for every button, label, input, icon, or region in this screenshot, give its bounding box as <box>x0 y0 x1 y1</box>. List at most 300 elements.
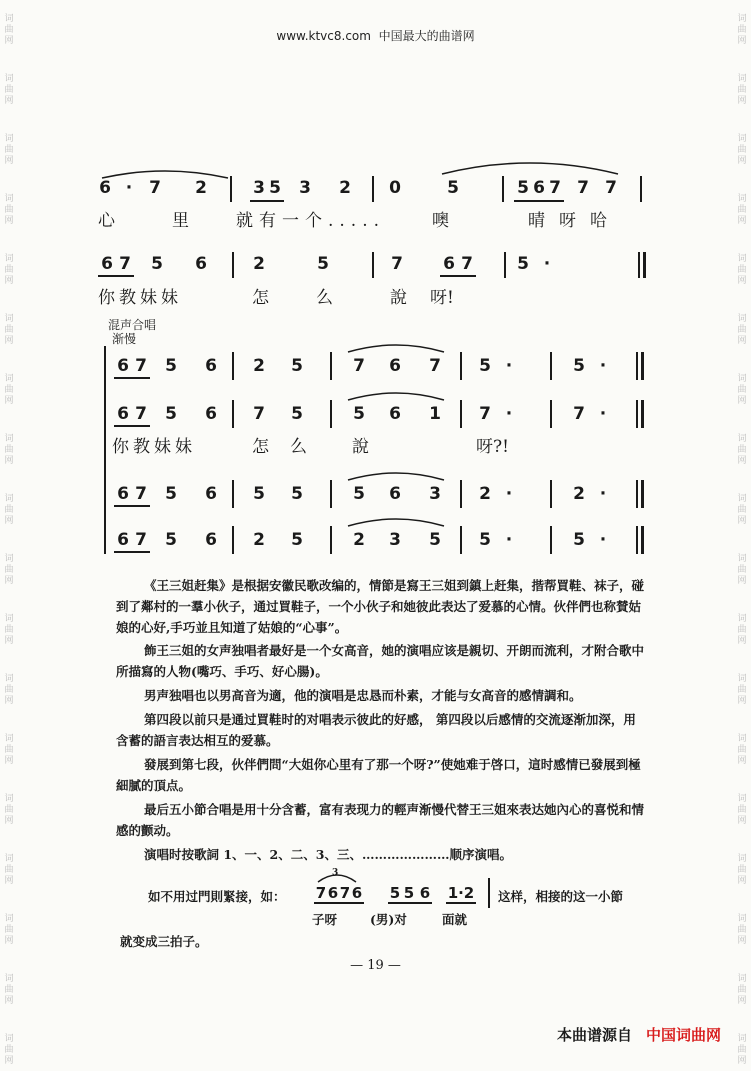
note: 5 <box>353 484 365 504</box>
watermark-char: 曲 <box>4 444 14 455</box>
note: 7 <box>149 178 161 198</box>
paragraph: 男声独唱也以男高音为適，他的演唱是忠恳而朴素，才能与女高音的感情調和。 <box>144 688 582 703</box>
beam <box>388 902 432 904</box>
lyric: 你教妹妹 <box>98 288 182 308</box>
watermark-char: 词 <box>4 373 14 384</box>
description <box>116 575 644 865</box>
note: 6 <box>389 484 401 504</box>
watermark-char: 词 <box>737 313 747 324</box>
note: 5 <box>253 484 265 504</box>
watermark-mark <box>2 720 16 780</box>
watermark-char: 网 <box>737 35 747 46</box>
watermark-char: 词 <box>737 733 747 744</box>
note-dot: · <box>505 530 513 550</box>
watermark-mark <box>2 840 16 900</box>
note: 7 <box>391 254 403 274</box>
system-bracket <box>104 346 106 554</box>
note: 5 <box>269 178 281 198</box>
watermark-mark <box>735 420 749 480</box>
watermark-char: 曲 <box>737 744 747 755</box>
watermark-mark <box>735 660 749 720</box>
section-label: 混声合唱 <box>108 318 157 332</box>
watermark-mark <box>2 240 16 300</box>
watermark-mark <box>2 600 16 660</box>
lyric: 就有一个..... <box>236 211 386 231</box>
watermark-char: 网 <box>4 575 14 586</box>
note: 6 <box>389 404 401 424</box>
watermark-char: 网 <box>4 635 14 646</box>
barline <box>460 480 462 508</box>
watermark-char: 曲 <box>737 924 747 935</box>
beam <box>440 275 476 277</box>
lyric: 噢 <box>432 211 449 231</box>
note: 3 <box>299 178 311 198</box>
watermark-mark <box>735 360 749 420</box>
watermark-char: 词 <box>737 793 747 804</box>
watermark-char: 词 <box>737 853 747 864</box>
example-lyric: (男)对 <box>370 912 407 927</box>
note-dot: · <box>458 884 464 902</box>
note: 5 <box>389 884 401 902</box>
watermark-char: 词 <box>4 853 14 864</box>
barline <box>502 176 504 202</box>
note: 2 <box>353 530 365 550</box>
watermark-char: 曲 <box>737 324 747 335</box>
note: 5 <box>353 404 365 424</box>
watermark-char: 网 <box>4 215 14 226</box>
watermark-char: 词 <box>4 313 14 324</box>
site-url[interactable]: www.ktvc8.com <box>276 29 371 43</box>
lyric: 怎 <box>252 437 269 457</box>
watermark-char: 词 <box>4 553 14 564</box>
watermark-mark <box>735 780 749 840</box>
example-lyric: 面就 <box>442 912 468 927</box>
note: 7 <box>573 404 585 424</box>
source-footer <box>557 1024 721 1045</box>
note: 6 <box>419 884 431 902</box>
barline <box>232 400 234 428</box>
watermark-char: 曲 <box>4 684 14 695</box>
note-dot: · <box>505 356 513 376</box>
watermark-char: 词 <box>4 793 14 804</box>
lyric: 心 <box>98 211 115 231</box>
note: 3 <box>389 530 401 550</box>
watermark-char: 词 <box>737 13 747 24</box>
example-intro: 如不用过門則緊接，如： <box>148 889 286 904</box>
watermark-mark <box>735 540 749 600</box>
slur <box>346 388 446 402</box>
watermark-mark <box>2 360 16 420</box>
note: 6 <box>99 178 111 198</box>
watermark-char: 网 <box>4 875 14 886</box>
paragraph: 發展到第七段，伙伴們問“大姐你心里有了那一个呀?”使她难于啓口，這时感情已發展到極細膩的頂点。 <box>116 757 641 793</box>
note: 6 <box>389 356 401 376</box>
watermark-char: 曲 <box>4 564 14 575</box>
note-dot: · <box>599 484 607 504</box>
note-dot: · <box>599 356 607 376</box>
note: 0 <box>389 178 401 198</box>
note: 6 <box>205 530 217 550</box>
slur-row1-a <box>100 166 230 180</box>
lyric: 么 <box>290 437 307 457</box>
watermark-char: 网 <box>737 575 747 586</box>
watermark-char: 网 <box>4 995 14 1006</box>
watermark-char: 曲 <box>4 924 14 935</box>
barline <box>372 176 374 202</box>
paragraph: 最后五小節合唱是用十分含蓄，富有表现力的輕声渐慢代替王三姐來表达她內心的喜悦和情感的颤动。 <box>116 802 645 838</box>
watermark-char: 网 <box>4 755 14 766</box>
watermark-char: 曲 <box>4 744 14 755</box>
barline <box>550 400 552 428</box>
barline <box>232 352 234 380</box>
note: 3 <box>429 484 441 504</box>
watermark-mark <box>735 120 749 180</box>
slur <box>346 340 446 354</box>
watermark-char: 词 <box>4 433 14 444</box>
note: 5 <box>429 530 441 550</box>
watermark-char: 词 <box>737 553 747 564</box>
barline <box>636 526 638 554</box>
barline <box>504 252 506 278</box>
note: 5 <box>151 254 163 274</box>
watermark-char: 词 <box>737 613 747 624</box>
barline <box>550 352 552 380</box>
watermark-char: 曲 <box>4 624 14 635</box>
site-tagline: 中国最大的曲谱网 <box>378 29 475 43</box>
paragraph: 《王三姐赶集》是根据安徽民歌改编的，情節是寫王三姐到鎮上赶集，揩帮買鞋、袜子，碰到了鄰村的一羣小伙子，通过買鞋子，一个小伙子和她彼此表达了爱慕的心情。伙伴們也称賛姑娘的心好,手巧並且知道了姑娘的“心事”。 <box>116 578 645 635</box>
watermark-char: 网 <box>4 935 14 946</box>
watermark-char: 网 <box>737 215 747 226</box>
watermark-char: 网 <box>737 395 747 406</box>
watermark-char: 网 <box>4 455 14 466</box>
note: 6 <box>117 404 129 424</box>
watermark-char: 曲 <box>4 264 14 275</box>
example-lyric: 子呀 <box>312 912 338 927</box>
watermark-char: 词 <box>4 973 14 984</box>
beam <box>114 377 150 379</box>
watermark-mark <box>735 180 749 240</box>
watermark-char: 曲 <box>4 504 14 515</box>
watermark-mark <box>735 60 749 120</box>
watermark-mark <box>2 480 16 540</box>
watermark-char: 词 <box>737 913 747 924</box>
watermark-char: 网 <box>4 275 14 286</box>
note: 6 <box>117 484 129 504</box>
watermark-char: 网 <box>4 335 14 346</box>
note: 7 <box>315 884 327 902</box>
note: 7 <box>119 254 131 274</box>
beam <box>514 200 564 202</box>
watermark-right <box>735 0 749 1071</box>
watermark-char: 曲 <box>4 204 14 215</box>
watermark-mark <box>2 0 16 60</box>
watermark-char: 曲 <box>737 84 747 95</box>
note-dot: · <box>599 530 607 550</box>
watermark-mark <box>735 240 749 300</box>
watermark-mark <box>735 0 749 60</box>
lyric: 怎 <box>252 288 269 308</box>
barline <box>638 252 640 278</box>
watermark-char: 网 <box>4 395 14 406</box>
watermark-char: 词 <box>4 73 14 84</box>
paragraph: 演唱时按歌詞 1、一、2、二、3、三、…………………顺序演唱。 <box>144 847 512 862</box>
note-dot: · <box>125 178 133 198</box>
note: 6 <box>443 254 455 274</box>
lyric: 晴呀哈 <box>528 211 621 231</box>
note: 6 <box>327 884 339 902</box>
note: 5 <box>165 356 177 376</box>
note: 5 <box>165 530 177 550</box>
triplet-mark: 3 <box>332 868 339 878</box>
watermark-char: 曲 <box>4 864 14 875</box>
note: 5 <box>479 530 491 550</box>
barline <box>230 176 232 202</box>
watermark-char: 词 <box>737 253 747 264</box>
watermark-char: 网 <box>737 515 747 526</box>
note: 5 <box>479 356 491 376</box>
note: 5 <box>573 530 585 550</box>
watermark-char: 网 <box>737 155 747 166</box>
barline <box>330 480 332 508</box>
watermark-char: 词 <box>4 133 14 144</box>
watermark-mark <box>735 480 749 540</box>
note: 5 <box>291 530 303 550</box>
watermark-char: 曲 <box>737 24 747 35</box>
watermark-char: 词 <box>737 433 747 444</box>
watermark-char: 曲 <box>737 984 747 995</box>
beam <box>314 902 364 904</box>
watermark-char: 网 <box>4 1055 14 1066</box>
watermark-mark <box>735 1020 749 1071</box>
watermark-char: 网 <box>4 815 14 826</box>
note: 7 <box>605 178 617 198</box>
watermark-char: 词 <box>737 73 747 84</box>
watermark-char: 网 <box>737 635 747 646</box>
note: 5 <box>291 404 303 424</box>
note: 6 <box>351 884 363 902</box>
note: 2 <box>195 178 207 198</box>
watermark-mark <box>2 540 16 600</box>
barline-final <box>641 480 644 508</box>
watermark-char: 曲 <box>737 624 747 635</box>
note: 5 <box>291 356 303 376</box>
watermark-char: 网 <box>4 695 14 706</box>
watermark-char: 曲 <box>737 1044 747 1055</box>
note: 2 <box>463 884 475 902</box>
note: 6 <box>117 530 129 550</box>
watermark-char: 词 <box>4 733 14 744</box>
barline <box>232 480 234 508</box>
watermark-char: 曲 <box>737 204 747 215</box>
note: 2 <box>253 530 265 550</box>
watermark-char: 词 <box>737 373 747 384</box>
site-header <box>0 24 751 44</box>
barline <box>550 526 552 554</box>
watermark-char: 词 <box>737 1033 747 1044</box>
watermark-char: 曲 <box>737 144 747 155</box>
note: 7 <box>549 178 561 198</box>
barline <box>372 252 374 278</box>
watermark-char: 曲 <box>4 24 14 35</box>
lyric: 呀! <box>430 288 454 308</box>
watermark-char: 网 <box>4 155 14 166</box>
note: 7 <box>461 254 473 274</box>
note: 5 <box>517 178 529 198</box>
barline <box>460 352 462 380</box>
watermark-char: 网 <box>737 275 747 286</box>
note: 7 <box>135 404 147 424</box>
note: 6 <box>101 254 113 274</box>
beam <box>446 902 476 904</box>
note: 7 <box>135 530 147 550</box>
paragraph: 第四段以前只是通过買鞋时的对唱表示彼此的好感， 第四段以后感情的交流逐渐加深，用含蓄的語言表达相互的爱慕。 <box>116 712 636 748</box>
watermark-char: 曲 <box>4 804 14 815</box>
note: 5 <box>447 178 459 198</box>
barline <box>460 400 462 428</box>
barline <box>550 480 552 508</box>
barline <box>330 352 332 380</box>
source-brand-link[interactable]: 中国词曲网 <box>645 1026 721 1044</box>
barline <box>636 400 638 428</box>
note: 7 <box>353 356 365 376</box>
note-dot: · <box>599 404 607 424</box>
watermark-mark <box>2 60 16 120</box>
watermark-mark <box>2 1020 16 1071</box>
barline-final <box>641 352 644 380</box>
note: 5 <box>403 884 415 902</box>
watermark-char: 词 <box>4 493 14 504</box>
slur <box>346 514 446 528</box>
watermark-mark <box>735 300 749 360</box>
watermark-char: 曲 <box>4 984 14 995</box>
watermark-char: 网 <box>737 995 747 1006</box>
watermark-char: 网 <box>737 935 747 946</box>
watermark-char: 网 <box>737 95 747 106</box>
watermark-char: 词 <box>4 673 14 684</box>
note: 7 <box>135 484 147 504</box>
beam <box>114 505 150 507</box>
barline <box>232 252 234 278</box>
watermark-mark <box>735 600 749 660</box>
watermark-char: 曲 <box>4 144 14 155</box>
watermark-char: 曲 <box>4 1044 14 1055</box>
note: 6 <box>205 484 217 504</box>
watermark-char: 网 <box>737 1055 747 1066</box>
note: 6 <box>117 356 129 376</box>
note-dot: · <box>505 404 513 424</box>
lyric: 呀?! <box>476 437 509 457</box>
watermark-mark <box>2 660 16 720</box>
watermark-char: 曲 <box>737 504 747 515</box>
watermark-char: 曲 <box>737 684 747 695</box>
beam <box>98 275 134 277</box>
barline <box>232 526 234 554</box>
barline <box>488 878 490 908</box>
watermark-char: 词 <box>4 1033 14 1044</box>
watermark-char: 词 <box>4 193 14 204</box>
paragraph: 飾王三姐的女声独唱者最好是一个女高音，她的演唱应该是親切、开朗而流利，才附合歌中所描寫的人物(嘴巧、手巧、好心腸)。 <box>116 643 645 679</box>
note: 7 <box>577 178 589 198</box>
barline <box>330 400 332 428</box>
barline <box>460 526 462 554</box>
watermark-char: 词 <box>4 613 14 624</box>
note: 6 <box>195 254 207 274</box>
note: 1 <box>447 884 459 902</box>
lyric: 你教妹妹 <box>112 437 196 457</box>
example-continuation: 就变成三拍子。 <box>120 934 208 949</box>
page-number: — 19 — <box>350 958 401 973</box>
beam <box>114 551 150 553</box>
note: 7 <box>479 404 491 424</box>
note: 7 <box>135 356 147 376</box>
barline <box>330 526 332 554</box>
watermark-char: 网 <box>737 815 747 826</box>
note: 7 <box>429 356 441 376</box>
note: 7 <box>339 884 351 902</box>
note: 2 <box>253 356 265 376</box>
watermark-char: 曲 <box>737 384 747 395</box>
watermark-char: 词 <box>737 493 747 504</box>
watermark-mark <box>2 420 16 480</box>
watermark-left <box>2 0 16 1071</box>
note: 5 <box>165 404 177 424</box>
watermark-char: 曲 <box>737 444 747 455</box>
watermark-mark <box>735 900 749 960</box>
beam <box>250 200 284 202</box>
note: 2 <box>339 178 351 198</box>
watermark-mark <box>2 900 16 960</box>
watermark-mark <box>735 840 749 900</box>
watermark-char: 曲 <box>4 384 14 395</box>
note: 2 <box>253 254 265 274</box>
watermark-mark <box>735 720 749 780</box>
barline-final <box>641 526 644 554</box>
note: 5 <box>317 254 329 274</box>
watermark-char: 网 <box>4 515 14 526</box>
watermark-char: 网 <box>737 455 747 466</box>
watermark-mark <box>2 180 16 240</box>
note: 2 <box>573 484 585 504</box>
note: 6 <box>205 404 217 424</box>
watermark-char: 网 <box>737 755 747 766</box>
watermark-char: 曲 <box>4 84 14 95</box>
note: 5 <box>291 484 303 504</box>
watermark-char: 网 <box>737 335 747 346</box>
note: 2 <box>479 484 491 504</box>
note: 3 <box>253 178 265 198</box>
note-dot: · <box>543 254 551 274</box>
example-after: 这样，相接的这一小節 <box>498 889 624 904</box>
watermark-char: 网 <box>4 35 14 46</box>
barline-final <box>641 400 644 428</box>
lyric: 說 <box>352 437 369 457</box>
watermark-char: 词 <box>737 133 747 144</box>
note: 6 <box>533 178 545 198</box>
watermark-char: 词 <box>737 973 747 984</box>
note: 1 <box>429 404 441 424</box>
note: 5 <box>573 356 585 376</box>
watermark-char: 网 <box>4 95 14 106</box>
slur <box>346 468 446 482</box>
watermark-char: 词 <box>4 13 14 24</box>
note: 6 <box>205 356 217 376</box>
barline <box>636 352 638 380</box>
lyric: 說 <box>390 288 407 308</box>
watermark-char: 网 <box>737 695 747 706</box>
watermark-char: 词 <box>737 673 747 684</box>
watermark-mark <box>2 120 16 180</box>
watermark-char: 网 <box>737 875 747 886</box>
